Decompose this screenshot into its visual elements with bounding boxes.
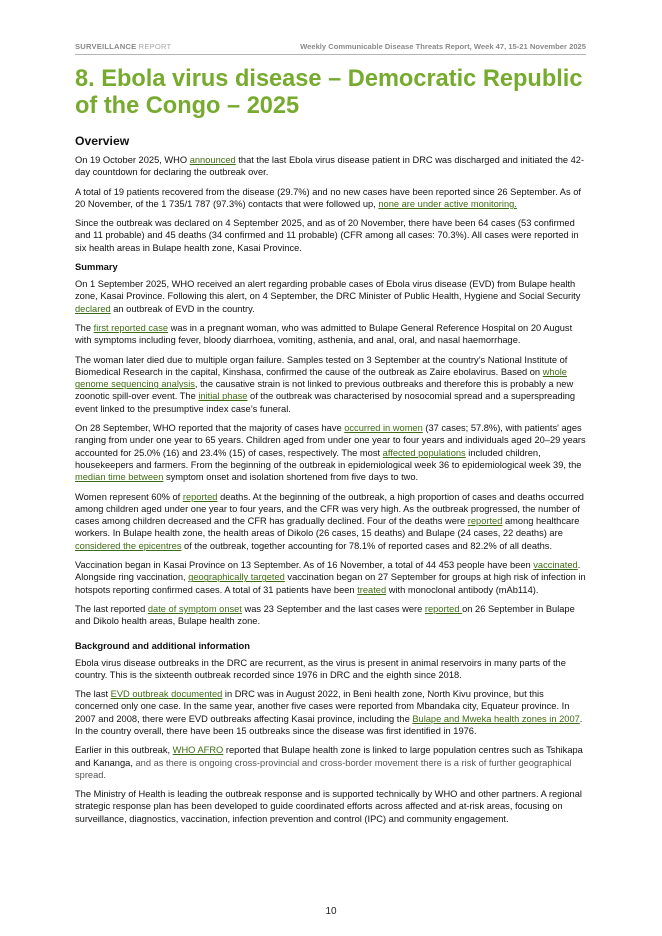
overview-paragraph-2: A total of 19 patients recovered from the disease (29.7%) and no new cases have been reported since 26 September. As of 20 November, of the 1 735/1 787 (97.3%) contacts that were followed up, none are under active monitoring. (75, 186, 581, 209)
background-paragraph-3: Earlier in this outbreak, WHO AFRO reported that Bulape health zone is linked to large population centres such as Tshikapa and Kananga, and as there is ongoing cross-provincial and cross-border movement there is a risk of further geographical spread. (75, 745, 583, 780)
link-whole-genome-sequencing[interactable]: whole genome sequencing analysis (75, 366, 567, 390)
background-heading: Background and additional information (75, 639, 251, 651)
link-geographically-targeted[interactable]: geographically targeted (188, 572, 285, 583)
summary-paragraph-1: On 1 September 2025, WHO received an alert regarding probable cases of Ebola virus disease (EVD) from Bulape health zone, Kasai Province. Following this alert, on 4 September, the DRC Minister of Public Health, Hygiene and Social Security declared an outbreak of EVD in the country. (75, 279, 581, 314)
link-first-reported-case[interactable]: first reported case (93, 322, 169, 333)
section-title: 8. Ebola virus disease – Democratic Republic of the Congo – 2025 (75, 66, 583, 119)
overview-paragraph-3: Since the outbreak was declared on 4 September 2025, and as of 20 November, there have been 64 cases (53 confirmed and 11 probable) and 45 deaths (34 confirmed and 11 probable) (CFR among all cases: 70.3%). All cases were reported in six health areas in Bulape health zone, Kasai Province. (75, 218, 579, 253)
link-vaccinated[interactable]: vaccinated (533, 560, 578, 571)
page-content (75, 66, 587, 832)
link-median-time-between[interactable]: median time between (75, 472, 164, 483)
header-divider (75, 54, 586, 55)
link-reported-deaths[interactable]: reported (182, 491, 218, 502)
summary-paragraph-3: The woman later died due to multiple organ failure. Samples tested on 3 September at the country’s National Institute of Biomedical Research in the capital, Kinshasa, confirmed the cause of the outbreak as Zaire ebolavirus. Based on whole genome sequencing analysis, the causative strain is not linked to previous outbreaks and therefore this is probably a new zoonotic spill-over event. The initial phase of the outbreak was characterised by nosocomial spread and a superspreading event linked to the presumptive index case’s funeral. (75, 354, 576, 414)
summary-paragraph-4: On 28 September, WHO reported that the majority of cases have occurred in women (37 cases; 57.8%), with patients' ages ranging from under one year to 65 years. Children aged from under one year to four years and individuals aged 20–29 years accounted for 25.0% (16) and 23.4% (15) of cases, respectively. The most affected populations included children, housekeepers and farmers. From the beginning of the outbreak in epidemiological week 36 to epidemiological week 39, the median time between symptom onset and isolation shortened from five days to two. (75, 423, 586, 483)
link-reported-last-cases[interactable]: reported (424, 603, 463, 614)
link-none-under-monitoring[interactable]: none are under active monitoring. (378, 198, 517, 209)
link-occurred-in-women[interactable]: occurred in women (344, 423, 423, 434)
background-paragraph-1: Ebola virus disease outbreaks in the DRC are recurrent, as the virus is present in animal reservoirs in many parts of the country. This is the sixteenth outbreak recorded since 1976 in DRC and the eighth since 2018. (75, 657, 566, 680)
link-treated[interactable]: treated (357, 584, 387, 595)
link-announced[interactable]: announced (189, 155, 236, 165)
background-paragraph-4: The Ministry of Health is leading the outbreak response and is supported technically by WHO and other partners. A regional strategic response plan has been developed to guide coordinated efforts across affected and at-risk areas, focusing on surveillance, diagnostics, vaccination, infection prevention and control (IPC) and community engagement. (75, 789, 582, 824)
background-paragraph-2: The last EVD outbreak documented in DRC was in August 2022, in Beni health zone, North Kivu province, but this concerned only one case. In the same year, another five cases were reported from Mbandaka city, Equateur province. In 2007 and 2008, there were EVD outbreaks affecting Kasai province, including the Bulape and Mweka health zones in 2007. In the country overall, there have been 15 outbreaks since the disease was first identified in 1976. (75, 689, 583, 736)
link-evd-outbreak-documented[interactable]: EVD outbreak documented (110, 689, 223, 700)
summary-paragraph-2: The first reported case was in a pregnant woman, who was admitted to Bulape General Reference Hospital on 20 August with symptoms including fever, bloody diarrhoea, vomiting, asthenia, and anal, oral, and nasal haemorrhage. (75, 322, 573, 346)
link-affected-populations[interactable]: affected populations (382, 447, 466, 458)
link-who-afro[interactable]: WHO AFRO (172, 745, 224, 756)
report-type-bold: SURVEILLANCE (75, 42, 137, 51)
overview-paragraph-1: On 19 October 2025, WHO announced that the last Ebola virus disease patient in DRC was discharged and initiated the 42-day countdown for declaring the outbreak over. (75, 155, 585, 178)
link-initial-phase[interactable]: initial phase (198, 391, 248, 402)
summary-paragraph-5: Women represent 60% of reported deaths. At the beginning of the outbreak, a high proportion of cases and deaths occurred among children aged under one year to four years, and the CFR was very high. As the outbreak progressed, the number of cases among children decreased and the CFR has gradually declined. Four of the deaths were reported among healthcare workers. In Bulape health zone, the health areas of Dikolo (26 cases, 15 deaths) and Bulape (24 cases, 22 deaths) are considered the epicentres of the outbreak, together accounting for 78.1% of reported cases and 82.2% of all deaths. (75, 491, 584, 551)
link-reported-hcw[interactable]: reported (467, 516, 503, 527)
summary-heading: Summary (75, 261, 118, 273)
running-header (75, 42, 586, 54)
overview-heading: Overview (75, 134, 130, 148)
report-type-label (75, 42, 171, 51)
link-considered-epicentres[interactable]: considered the epicentres (75, 540, 182, 551)
link-bulape-mweka-2007[interactable]: Bulape and Mweka health zones in 2007 (412, 713, 580, 724)
report-type-light: REPORT (138, 42, 172, 51)
summary-paragraph-6: Vaccination began in Kasai Province on 13 September. As of 16 November, a total of 44 453 people have been vaccinated. Alongside ring vaccination, geographically targeted vaccination began on 27 September for groups at high risk of infection in hotspots reporting confirmed cases. A total of 31 patients have been treated with monoclonal antibody (mAb114). (75, 560, 586, 595)
page-number: 10 (325, 906, 337, 917)
summary-paragraph-7: The last reported date of symptom onset was 23 September and the last cases were reported on 26 September in Bulape and Dikolo health areas, Bulape health zone. (75, 603, 575, 627)
report-title-header: Weekly Communicable Disease Threats Report, Week 47, 15-21 November 2025 (300, 42, 586, 51)
link-declared[interactable]: declared (75, 303, 111, 314)
link-date-of-symptom-onset[interactable]: date of symptom onset (147, 603, 242, 614)
